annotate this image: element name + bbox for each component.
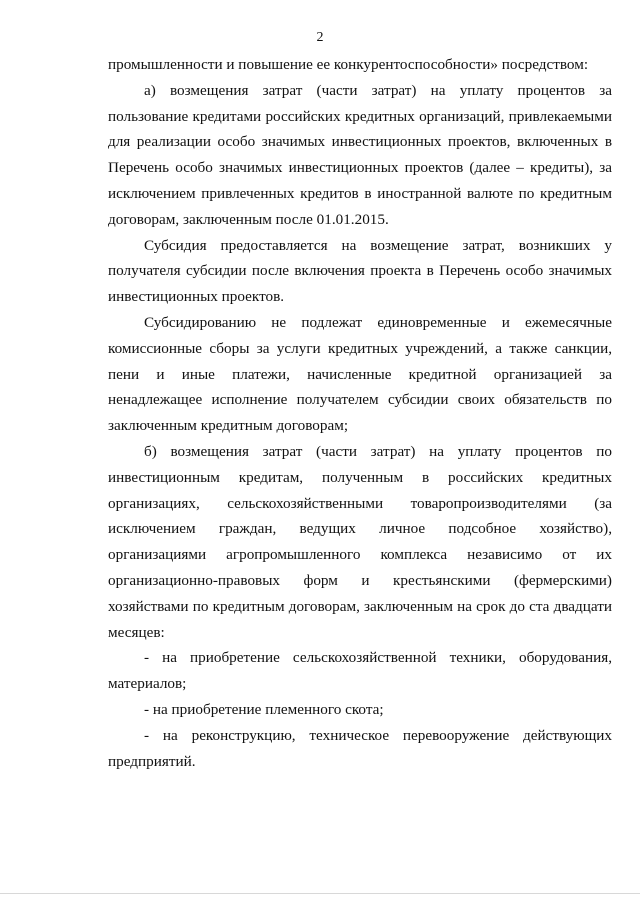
page-number: 2 — [316, 30, 324, 45]
paragraph-intro-continuation: промышленности и повышение ее конкурентоспособности» посредством: — [108, 56, 589, 73]
list-item-livestock: - на приобретение племенного скота; — [144, 700, 384, 718]
list-item-reconstruction: - на реконструкцию, техническое перевооружение действующих предприятий. — [108, 726, 612, 770]
paragraph-item-b: б) возмещения затрат (части затрат) на уплату процентов по инвестиционным кредитам, полученным в российских кредитных организациях, сельскохозяйственными товаропроизводителями (за исключением граждан, ведущих личное подсобное хозяйство), организациями агропромышленного комплекса независимо от их организационно-правовых форм и крестьянскими (фермерскими) хозяйствами по кредитным договорам, заключенным на срок до ста двадцати месяцев: — [108, 442, 612, 641]
paragraph-subsidy-provision: Субсидия предоставляется на возмещение затрат, возникших у получателя субсидии после включения проекта в Перечень особо значимых инвестиционных проектов. — [108, 236, 612, 306]
paragraph-item-a: а) возмещения затрат (части затрат) на уплату процентов за пользование кредитами российских кредитных организаций, привлекаемыми для реализации особо значимых инвестиционных проектов, включенных в Перечень особо значимых инвестиционных проектов (далее – кредиты), за исключением привлеченных кредитов в иностранной валюте по кредитным договорам, заключенным после 01.01.2015. — [108, 81, 612, 228]
list-item-machinery: - на приобретение сельскохозяйственной техники, оборудования, материалов; — [108, 649, 612, 693]
document-body — [108, 52, 612, 774]
page-bottom-edge — [0, 893, 640, 894]
paragraph-not-subsidized: Субсидированию не подлежат единовременные и ежемесячные комиссионные сборы за услуги кредитных учреждений, а также санкции, пени и иные платежи, начисленные кредитной организацией за ненадлежащее исполнение получателем субсидии своих обязательств по заключенным кредитным договорам; — [108, 313, 612, 435]
